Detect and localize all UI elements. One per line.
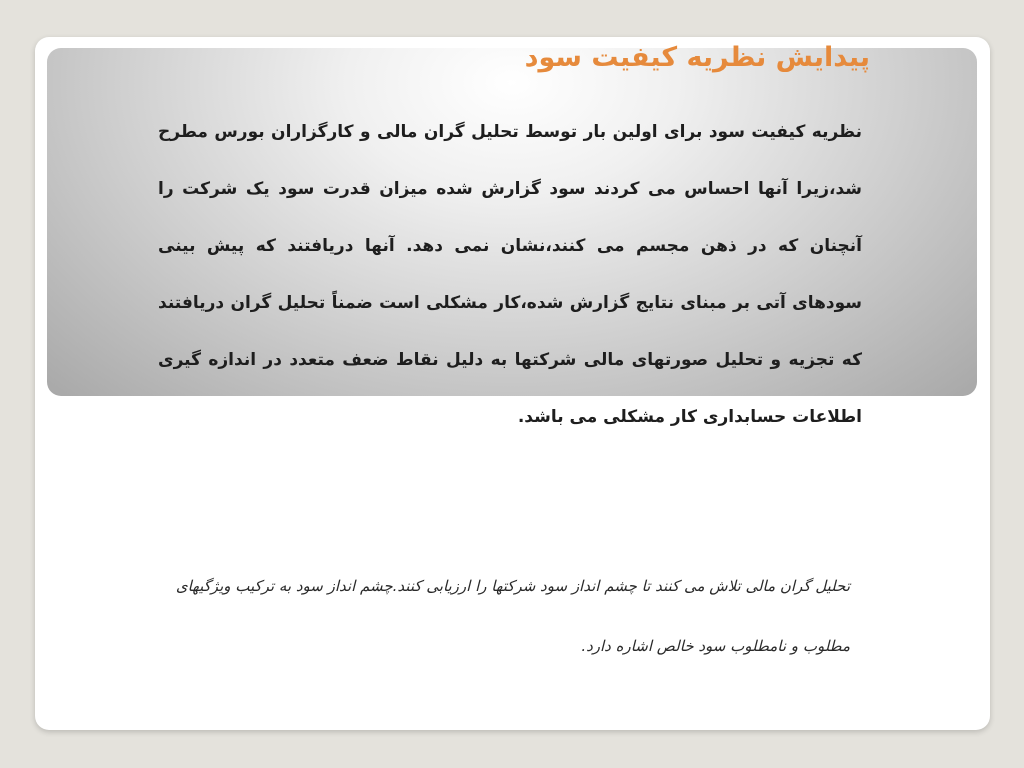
slide-title: پیدایش نظریه کیفیت سود	[524, 42, 870, 73]
slide-note-paragraph: تحلیل گران مالی تلاش می کنند تا چشم انداز سود شرکتها را ارزیابی کنند.چشم انداز سود به ترکیب ویژگیهای مطلوب و نامطلوب سود خالص اشاره دارد.	[175, 577, 850, 655]
slide-body-paragraph: نظریه کیفیت سود برای اولین بار توسط تحلیل گران مالی و کارگزاران بورس مطرح شد،زیرا آنها احساس می کردند سود گزارش شده میزان قدرت سود یک شرکت را آنچنان که در ذهن مجسم می کنند،نشان نمی دهد. آنها دریافتند که پیش بینی سودهای آتی بر مبنای نتایج گزارش شده،کار مشکلی است ضمناً تحلیل گران دریافتند که تجزیه و تحلیل صورتهای مالی شرکتها به دلیل نقاط ضعف متعدد در اندازه گیری اطلاعات حسابداری کار مشکلی می باشد.	[158, 122, 862, 427]
